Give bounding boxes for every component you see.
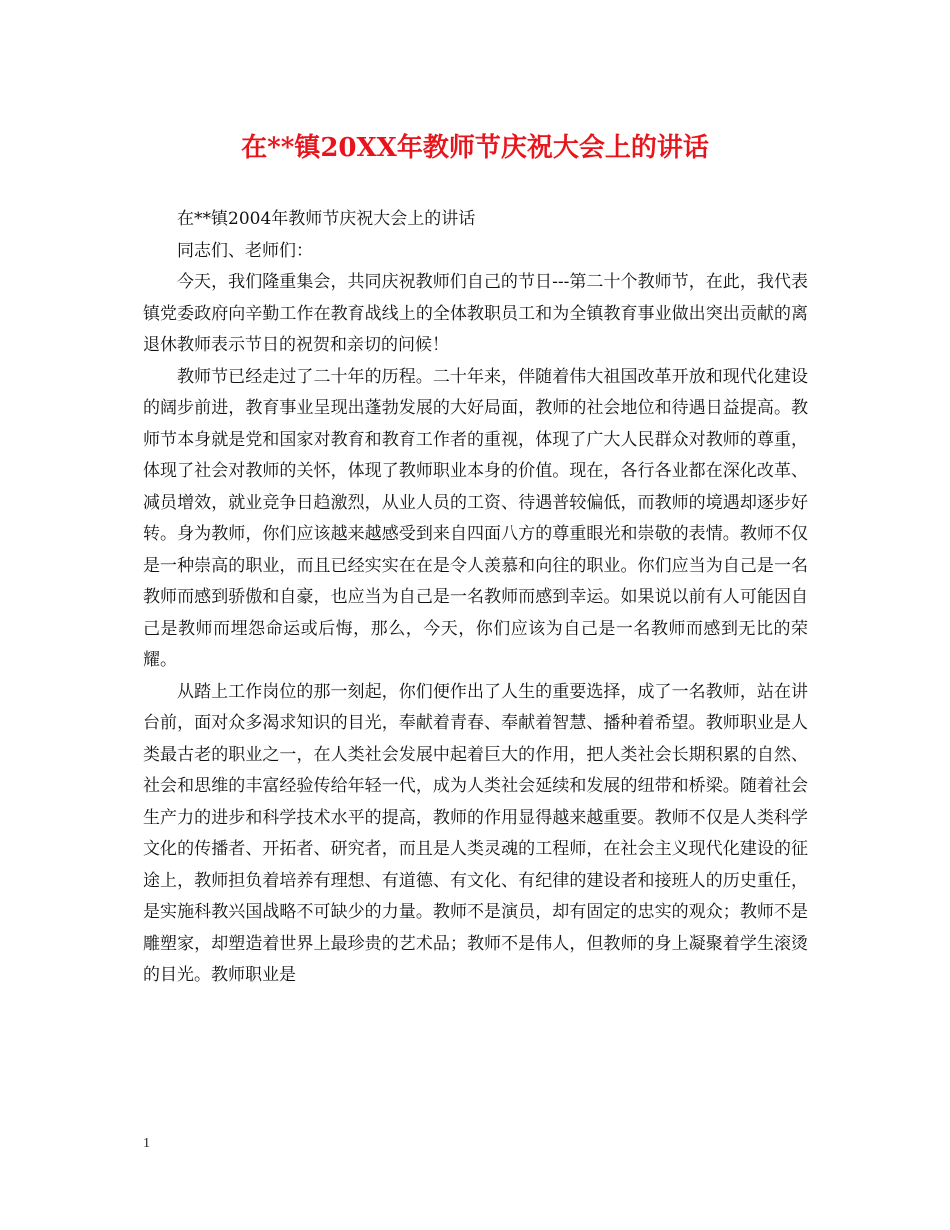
page-number: 1 bbox=[143, 1136, 150, 1151]
paragraph: 今天，我们隆重集会，共同庆祝教师们自己的节日---第二十个教师节，在此，我代表镇党委政府向辛勤工作在教育战线上的全体教职员工和为全镇教育事业做出突出贡献的离退休教师表示节日的祝贺和亲切的问候！ bbox=[143, 272, 808, 355]
document-body bbox=[143, 204, 808, 992]
speech-heading-line: 在**镇2004年教师节庆祝大会上的讲话 bbox=[177, 209, 476, 229]
paragraph: 教师节已经走过了二十年的历程。二十年来，伴随着伟大祖国改革开放和现代化建设的阔步前进，教育事业呈现出蓬勃发展的大好局面，教师的社会地位和待遇日益提高。教师节本身就是党和国家对教育和教育工作者的重视，体现了广大人民群众对教师的尊重，体现了社会对教师的关怀，体现了教师职业本身的价值。现在，各行各业都在深化改革、减员增效，就业竞争日趋激烈，从业人员的工资、待遇普较偏低，而教师的境遇却逐步好转。身为教师，你们应该越来越感受到来自四面八方的尊重眼光和崇敬的表情。教师不仅是一种崇高的职业，而且已经实实在在是令人羡慕和向往的职业。你们应当为自己是一名教师而感到骄傲和自豪，也应当为自己是一名教师而感到幸运。如果说以前有人可能因自己是教师而埋怨命运或后悔，那么，今天，你们应该为自己是一名教师而感到无比的荣耀。 bbox=[143, 366, 808, 670]
document-title: 在**镇20XX年教师节庆祝大会上的讲话 bbox=[241, 133, 709, 163]
paragraph: 从踏上工作岗位的那一刻起，你们便作出了人生的重要选择，成了一名教师，站在讲台前，面对众多渴求知识的目光，奉献着青春、奉献着智慧、播种着希望。教师职业是人类最古老的职业之一，在人类社会发展中起着巨大的作用，把人类社会长期积累的自然、社会和思维的丰富经验传给年轻一代，成为人类社会延续和发展的纽带和桥梁。随着社会生产力的进步和科学技术水平的提高，教师的作用显得越来越重要。教师不仅是人类科学文化的传播者、开拓者、研究者，而且是人类灵魂的工程师，在社会主义现代化建设的征途上，教师担负着培养有理想、有道德、有文化、有纪律的建设者和接班人的历史重任，是实施科教兴国战略不可缺少的力量。教师不是演员，却有固定的忠实的观众；教师不是雕塑家，却塑造着世界上最珍贵的艺术品；教师不是伟人，但教师的身上凝聚着学生滚烫的目光。教师职业是 bbox=[143, 681, 808, 985]
salutation: 同志们、老师们： bbox=[177, 240, 313, 261]
